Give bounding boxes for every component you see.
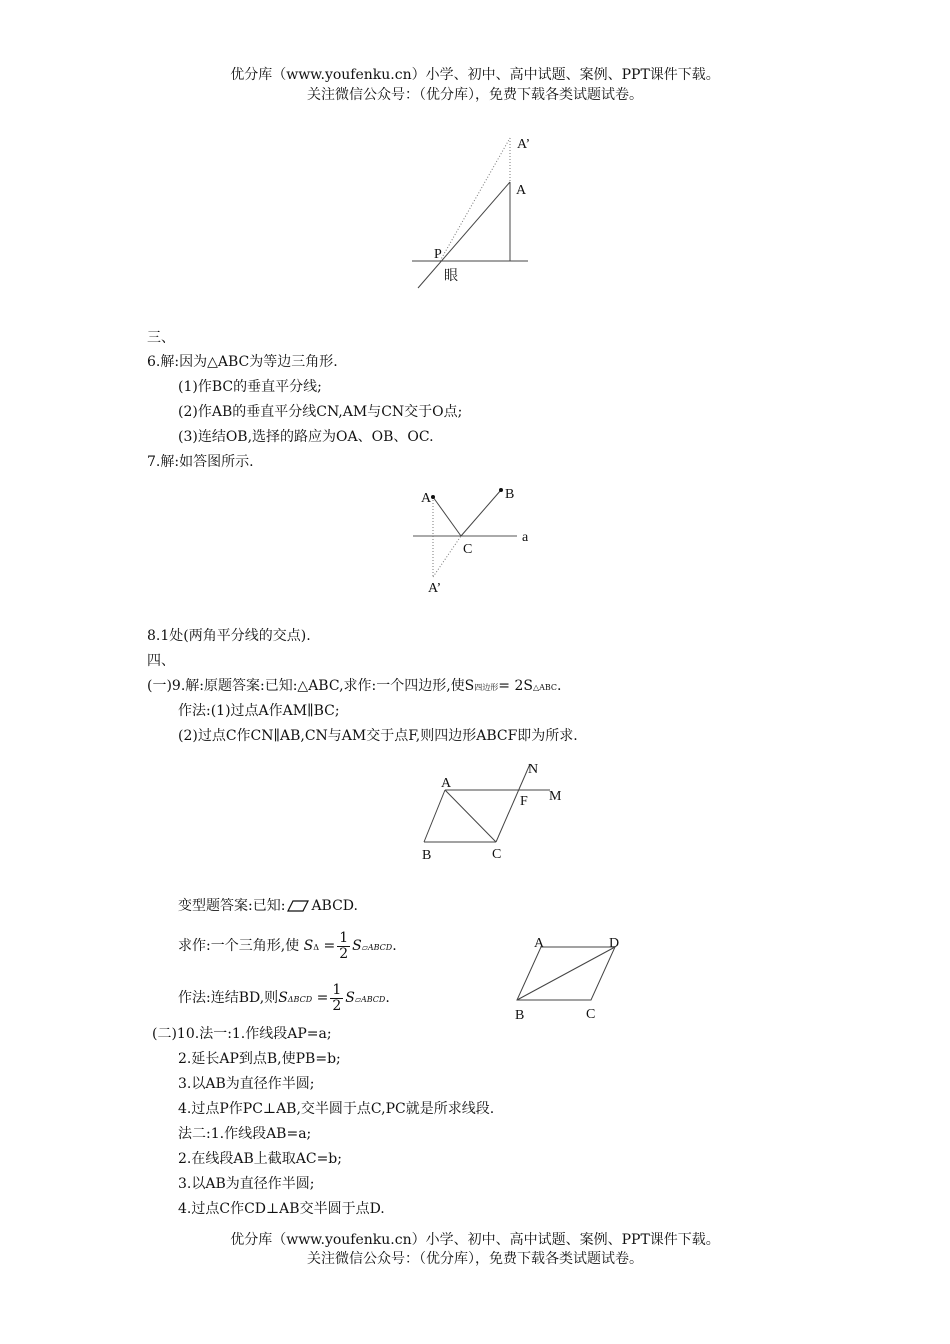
fraction-denominator: 2	[339, 945, 349, 962]
label-a-prime: A’	[517, 137, 531, 152]
q9-main	[147, 677, 562, 697]
q6-main: 6.解:因为△ABC为等边三角形.	[147, 354, 338, 370]
q9-text: (一)9.解:原题答案:已知:△ABC,求作:一个四边形,使S	[147, 678, 475, 694]
variant-s-symbol-3: S	[278, 990, 288, 1006]
label-b: B	[515, 1008, 525, 1023]
variant-equals-2: =	[316, 990, 329, 1006]
section-3-title: 三、	[147, 330, 175, 346]
label-m: M	[549, 789, 562, 804]
variant-method-text: 作法:连结BD,则	[178, 990, 279, 1006]
variant-half-fraction-2	[330, 983, 343, 1014]
variant-equals: =	[323, 938, 336, 954]
figure-line-of-sight	[400, 130, 540, 295]
figure-parallelogram-abcf	[410, 758, 570, 868]
q6-step-3: (3)连结OB,选择的路应为OA、OB、OC.	[178, 429, 434, 445]
q10-line-8: 4.过点C作CD⊥AB交半圆于点D.	[178, 1201, 385, 1217]
label-d: D	[609, 936, 620, 951]
q10-line-1: (二)10.法一:1.作线段AP=a;	[152, 1026, 332, 1042]
variant-find-period: .	[392, 938, 397, 954]
q6-step-1: (1)作BC的垂直平分线;	[178, 379, 322, 395]
footer-line-1: 优分库（www.youfenku.cn）小学、初中、高中试题、案例、PPT课件下载。	[230, 1232, 720, 1248]
label-f: F	[520, 794, 528, 809]
label-line-a: a	[522, 530, 529, 545]
fraction-numerator-2: 1	[332, 981, 342, 998]
q9-subscript-triangle: △ABC	[532, 683, 558, 692]
variant-dbcd-subscript: ΔBCD	[287, 995, 313, 1004]
segment-c-b	[461, 490, 501, 536]
variant-abcd-subscript-2: ▱ABCD	[354, 995, 386, 1004]
footer-line-2: 关注微信公众号：（优分库），免费下载各类试题试卷。	[307, 1251, 643, 1267]
variant-given-text: 变型题答案:已知:	[178, 898, 286, 914]
q10-line-4: 4.过点P作PC⊥AB,交半圆于点C,PC就是所求线段.	[178, 1101, 495, 1117]
variant-method	[178, 980, 390, 1018]
label-a: A	[441, 776, 452, 791]
variant-s-symbol-4: S	[345, 990, 355, 1006]
label-eye: 眼	[444, 269, 458, 284]
figure-reflection	[405, 482, 545, 597]
label-b: B	[422, 848, 432, 863]
q9-equals: = 2S	[498, 678, 533, 694]
fraction-denominator-2: 2	[332, 997, 342, 1014]
label-n: N	[528, 762, 539, 777]
sight-line-to-a	[418, 182, 510, 288]
label-c: C	[586, 1007, 596, 1022]
q9-period: .	[557, 678, 562, 694]
variant-method-period: .	[385, 990, 390, 1006]
figure-parallelogram-abcd	[505, 930, 635, 1025]
q9-subscript-quad: 四边形	[474, 683, 499, 692]
section-4-title: 四、	[147, 653, 175, 669]
point-b	[499, 488, 503, 492]
variant-given	[178, 897, 358, 915]
label-b: B	[505, 487, 515, 502]
variant-s-symbol: S	[303, 938, 314, 954]
variant-find	[178, 928, 397, 966]
dotted-sight-line-to-a-prime	[440, 138, 510, 261]
variant-half-fraction	[337, 931, 350, 962]
diagonal-bd	[517, 947, 615, 1000]
q6-step-2: (2)作AB的垂直平分线CN,AM与CN交于O点;	[178, 404, 463, 420]
dotted-a-prime-to-c	[433, 536, 461, 577]
fraction-numerator: 1	[339, 929, 349, 946]
variant-abcd-subscript: ▱ABCD	[361, 943, 393, 952]
variant-delta-subscript: Δ	[313, 943, 319, 952]
q8: 8.1处(两角平分线的交点).	[147, 628, 311, 644]
label-a: A	[516, 183, 527, 198]
parallelogram-symbol-icon	[287, 899, 309, 913]
header-line-2: 关注微信公众号：（优分库），免费下载各类试题试卷。	[307, 87, 643, 103]
header-line-1: 优分库（www.youfenku.cn）小学、初中、高中试题、案例、PPT课件下载。	[230, 67, 720, 83]
label-c: C	[492, 847, 502, 862]
segment-a-c	[433, 497, 461, 536]
label-a: A	[421, 491, 432, 506]
label-a: A	[534, 936, 545, 951]
variant-find-text: 求作:一个三角形,使	[178, 938, 300, 954]
point-a	[431, 495, 435, 499]
label-a-prime: A’	[428, 581, 442, 596]
q10-line-6: 2.在线段AB上截取AC=b;	[178, 1151, 342, 1167]
q7-main: 7.解:如答图所示.	[147, 454, 254, 470]
variant-s-symbol-2: S	[352, 938, 362, 954]
segment-ab	[424, 790, 445, 842]
label-p: P	[434, 247, 442, 262]
segment-ac	[445, 790, 496, 842]
label-c: C	[463, 542, 473, 557]
variant-given-name: ABCD.	[311, 898, 358, 914]
q10-line-3: 3.以AB为直径作半圆;	[178, 1076, 315, 1092]
q10-line-7: 3.以AB为直径作半圆;	[178, 1176, 315, 1192]
q10-line-2: 2.延长AP到点B,使PB=b;	[178, 1051, 341, 1067]
q9-method: 作法:(1)过点A作AM∥BC;	[178, 703, 340, 719]
q10-line-5: 法二:1.作线段AB=a;	[178, 1126, 312, 1142]
q9-step-2: (2)过点C作CN∥AB,CN与AM交于点F,则四边形ABCF即为所求.	[178, 728, 578, 744]
